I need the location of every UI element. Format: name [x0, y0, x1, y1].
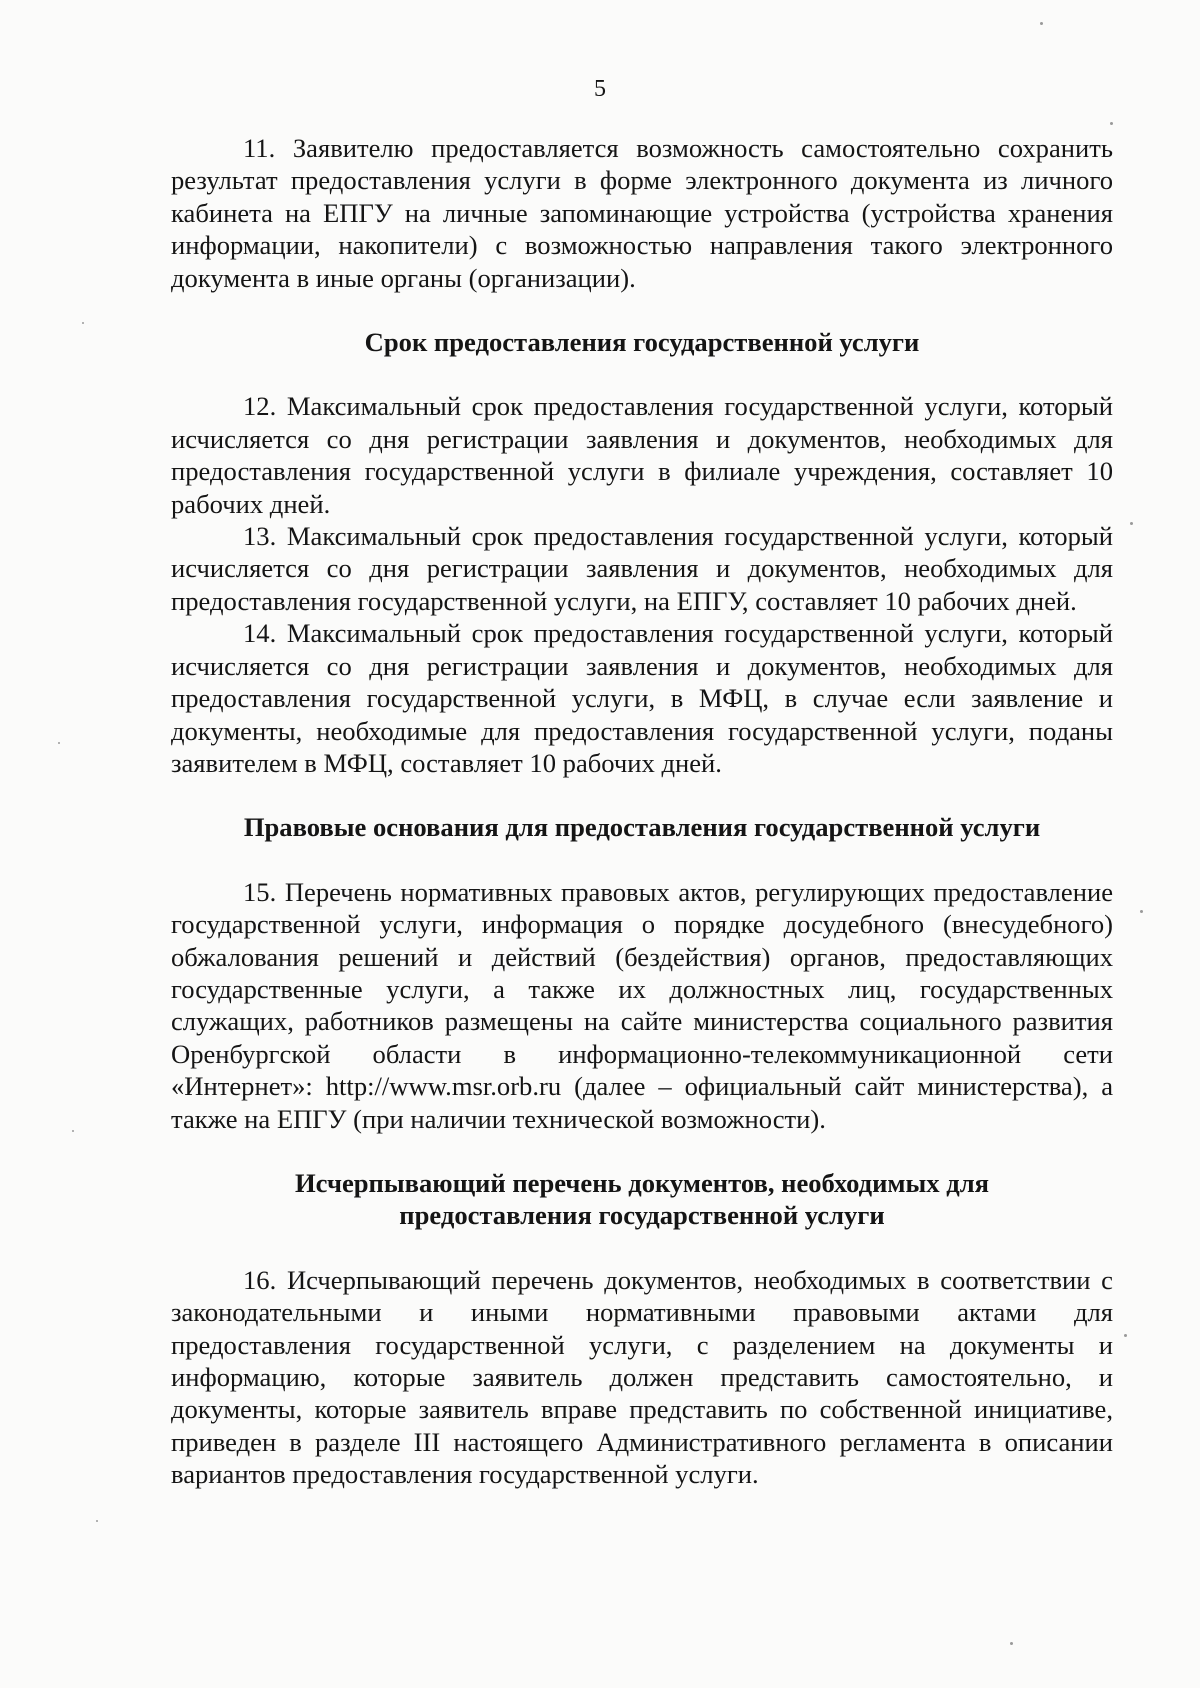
section-heading-documents-line-2: предоставления государственной услуги	[399, 1200, 885, 1231]
paragraph-13: 13. Максимальный срок предоставления государственной услуги, который исчисляется со дня регистрации заявления и документов, необходимых для предоставления государственной услуги, на ЕПГУ, составляет 10 рабочих дней.	[171, 521, 1113, 616]
section-heading-legal-basis: Правовые основания для предоставления государственной услуги	[243, 812, 1041, 843]
section-heading-documents	[171, 1167, 1113, 1232]
page-number: 5	[594, 76, 606, 102]
document-body	[171, 132, 1113, 1491]
paragraph-11: 11. Заявителю предоставляется возможность самостоятельно сохранить результат предоставления услуги в форме электронного документа из личного кабинета на ЕПГУ на личные запоминающие устройства (устройства хранения информации, накопители) с возможностью направления такого электронного документа в иные органы (организации).	[171, 133, 1113, 293]
paragraph-15: 15. Перечень нормативных правовых актов, регулирующих предоставление государственной услуги, информация о порядке досудебного (внесудебного) обжалования решений и действий (бездействия) органов, предоставляющих государственные услуги, а также их должностных лиц, государственных служащих, работников размещены на сайте министерства социального развития Оренбургской области в информационно-телекоммуникационной сети «Интернет»: http://www.msr.orb.ru (далее – официальный сайт министерства), а также на ЕПГУ (при наличии технической возможности).	[171, 876, 1113, 1134]
paragraph-16: 16. Исчерпывающий перечень документов, необходимых в соответствии с законодательными и иными нормативными правовыми актами для предоставления государственной услуги, с разделением на документы и информацию, которые заявитель должен представить самостоятельно, и документы, которые заявитель вправе представить по собственной инициативе, приведен в разделе III настоящего Административного регламента в описании вариантов предоставления государственной услуги.	[171, 1264, 1113, 1490]
paragraph-12: 12. Максимальный срок предоставления государственной услуги, который исчисляется со дня регистрации заявления и документов, необходимых для предоставления государственной услуги в филиале учреждения, составляет 10 рабочих дней.	[171, 391, 1113, 519]
section-heading-term: Срок предоставления государственной услуги	[364, 327, 920, 358]
paragraph-14: 14. Максимальный срок предоставления государственной услуги, который исчисляется со дня регистрации заявления и документов, необходимых для предоставления государственной услуги, в МФЦ, в случае если заявление и документы, необходимые для предоставления государственной услуги, поданы заявителем в МФЦ, составляет 10 рабочих дней.	[171, 618, 1113, 778]
section-heading-documents-line-1: Исчерпывающий перечень документов, необходимых для	[294, 1167, 990, 1198]
